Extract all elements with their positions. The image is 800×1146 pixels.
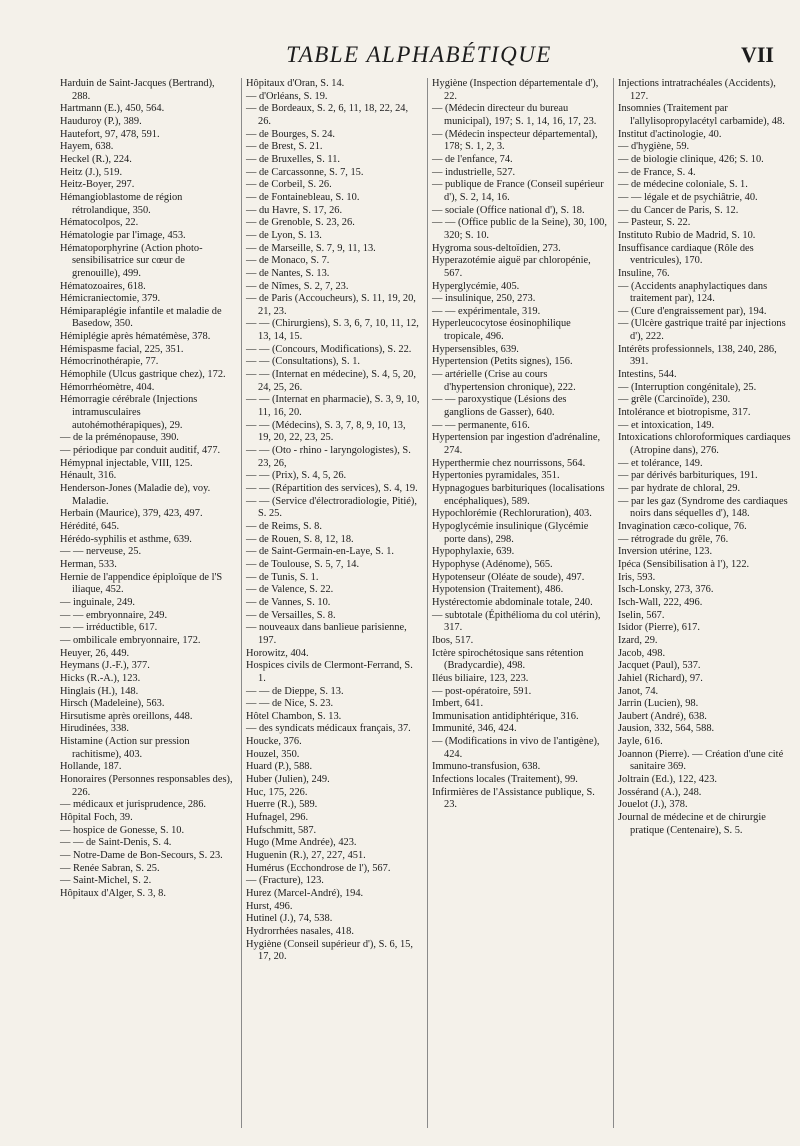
index-entry: — hospice de Gonesse, S. 10. [60, 824, 185, 836]
index-entry: — — (Chirurgiens), S. 3, 6, 7, 10, 11, 12, 13, 14, 15. [246, 318, 422, 343]
index-entry: Infections locales (Traitement), 99. [432, 774, 578, 786]
index-entry: — insulinique, 250, 273. [432, 293, 536, 305]
index-entry: Immuno-transfusion, 638. [432, 761, 541, 773]
index-entry: Harduin de Saint-Jacques (Bertrand), 288. [60, 78, 218, 102]
index-entry: Hémorrhéomètre, 404. [60, 381, 155, 393]
index-entry: Huguenin (R.), 27, 227, 451. [246, 850, 366, 862]
index-entry: — médicaux et jurisprudence, 286. [60, 799, 207, 811]
index-entry: Hygroma sous-deltoïdien, 273. [432, 242, 561, 254]
index-column-3 [427, 78, 610, 1128]
index-entry: Inversion utérine, 123. [618, 546, 713, 558]
index-entry: — de Marseille, S. 7, 9, 11, 13. [246, 242, 376, 254]
index-entry: — inguinale, 249. [60, 596, 136, 608]
index-entry: — publique de France (Conseil supérieur d'), S. 2, 14, 16. [432, 179, 607, 203]
index-entry: Herman, 533. [60, 558, 117, 570]
index-entry: — du Cancer de Paris, S. 12. [618, 204, 739, 216]
index-entry: — — (Internat en pharmacie), S. 3, 9, 10, 11, 16, 20. [246, 394, 423, 419]
index-entry: Hydrorrhées nasales, 418. [246, 925, 354, 937]
index-entry: — de Toulouse, S. 5, 7, 14. [246, 558, 360, 570]
index-entry: Heitz-Boyer, 297. [60, 179, 135, 191]
index-entry: — (Interruption congénitale), 25. [618, 381, 757, 393]
index-entry: Hémiplégie après hématémèse, 378. [60, 331, 211, 343]
index-entry: — — légale et de psychiâtrie, 40. [618, 191, 758, 203]
index-entry: Jossérand (A.), 248. [618, 786, 702, 798]
index-entry: — Saint-Michel, S. 2. [60, 875, 152, 887]
index-entry: Hystérectomie abdominale totale, 240. [432, 596, 593, 608]
index-entry: Hayem, 638. [60, 141, 114, 153]
index-entry: Iléus biliaire, 123, 223. [432, 672, 529, 684]
index-entry: Institut d'actinologie, 40. [618, 128, 722, 140]
index-entry: Hôtel Chambon, S. 13. [246, 710, 342, 722]
index-entry: Hurez (Marcel-André), 194. [246, 888, 364, 899]
index-entry: Injections intratrachéales (Accidents), 127. [618, 78, 779, 102]
index-entry: Huc, 175, 226. [246, 786, 308, 798]
index-entry: — de Brest, S. 21. [246, 141, 323, 153]
index-entry: Hémorragie cérébrale (Injections intramusculaires autohémothérapiques), 29. [60, 394, 200, 431]
index-entry: Hypochlorémie (Rechloruration), 403. [432, 508, 592, 520]
index-entry: Hurst, 496. [246, 900, 293, 912]
index-entry: Ipéca (Sensibilisation à l'), 122. [618, 558, 750, 570]
index-entry: Hauduroy (P.), 389. [60, 115, 142, 127]
index-entry: — d'hygiène, 59. [618, 141, 690, 153]
index-entry: Hypertension (Petits signes), 156. [432, 356, 573, 368]
index-entry: Hématoporphyrine (Action photo-sensibilisatrice sur cœur de grenouille), 499. [60, 242, 203, 279]
index-entry: Hémicraniectomie, 379. [60, 293, 161, 305]
index-entry: Instituto Rubio de Madrid, S. 10. [618, 229, 756, 241]
index-entry: — par les gaz (Syndrome des cardiaques noirs dans séquelles d'), 148. [618, 495, 791, 520]
index-entry: — ombilicale embryonnaire, 172. [60, 634, 201, 646]
index-entry: Hôpital Foch, 39. [60, 812, 133, 824]
index-entry: — de Valence, S. 22. [246, 584, 334, 596]
index-entry: Hôpitaux d'Alger, S. 3, 8. [60, 888, 166, 899]
page-title: TABLE ALPHABÉTIQUE [286, 42, 552, 67]
index-entry: Iselin, 567. [618, 609, 665, 621]
index-entry: Hicks (R.-A.), 123. [60, 672, 141, 684]
index-entry: Hémocrinothérapie, 77. [60, 356, 159, 368]
index-entry: — nouveaux dans banlieue parisienne, 197. [246, 622, 410, 646]
index-entry: — par dérivés barbituriques, 191. [618, 470, 758, 482]
index-entry: — et tolérance, 149. [618, 457, 703, 469]
index-entry: Jacob, 498. [618, 647, 666, 659]
index-entry: — — (Concours, Modifications), S. 22. [246, 343, 412, 355]
index-entry: — de Paris (Accoucheurs), S. 11, 19, 20, 21, 23. [246, 293, 419, 317]
index-entry: — artérielle (Crise au cours d'hypertension chronique), 222. [432, 369, 576, 393]
index-entry: — — de Dieppe, S. 13. [246, 685, 344, 697]
index-entry: — — irréductible, 617. [60, 622, 158, 634]
index-entry: Heitz (J.), 519. [60, 166, 123, 178]
index-entry: Janot, 74. [618, 685, 659, 697]
index-entry: — de Grenoble, S. 23, 26. [246, 217, 355, 229]
index-entry: — (Médecin directeur du bureau municipal), 197; S. 1, 14, 16, 17, 23. [432, 103, 597, 127]
index-entry: Hufschmitt, 587. [246, 824, 317, 836]
index-entry: — Pasteur, S. 22. [618, 217, 691, 229]
index-entry: Insomnies (Traitement par l'allylisopropylacétyl carbamide), 48. [618, 103, 785, 127]
index-entry: — de Lyon, S. 13. [246, 229, 322, 241]
index-entry: — subtotale (Épithélioma du col utérin), 317. [432, 609, 604, 634]
index-entry: — de l'enfance, 74. [432, 153, 513, 165]
index-entry: Hémophile (Ulcus gastrique chez), 172. [60, 369, 226, 381]
index-entry: Izard, 29. [618, 634, 658, 646]
index-entry: Hémiparaplégie infantile et maladie de Basedow, 350. [60, 305, 225, 330]
index-entry: — de Versailles, S. 8. [246, 609, 336, 621]
index-entry: Jacquet (Paul), 537. [618, 660, 701, 672]
index-entry: Immunité, 346, 424. [432, 723, 517, 735]
index-entry: — — (Office public de la Seine), 30, 100, 320; S. 10. [432, 217, 610, 241]
index-entry: Hématocolpos, 22. [60, 217, 139, 229]
index-entry: Hypotension (Traitement), 486. [432, 584, 564, 596]
index-entry: Immunisation antidiphtérique, 316. [432, 710, 579, 722]
index-entry: Hypotenseur (Oléate de soude), 497. [432, 571, 585, 583]
index-entry: Journal de médecine et de chirurgie pratique (Centenaire), S. 5. [618, 812, 769, 836]
index-entry: Jahiel (Richard), 97. [618, 672, 703, 684]
index-entry: Hirsutisme après oreillons, 448. [60, 710, 193, 722]
index-entry: Hémispasme facial, 225, 351. [60, 343, 184, 355]
index-entry: — de Corbeil, S. 26. [246, 179, 332, 191]
index-entry: — — embryonnaire, 249. [60, 609, 168, 621]
index-entry: Hypersensibles, 639. [432, 343, 519, 355]
index-entry: Hufnagel, 296. [246, 812, 309, 824]
index-entry: — (Modifications in vivo de l'antigène), 424. [432, 736, 603, 760]
index-entry: Intestins, 544. [618, 369, 677, 381]
index-entry: — (Fracture), 123. [246, 875, 324, 887]
index-entry: — — de Nice, S. 23. [246, 698, 334, 710]
index-entry: Joannon (Pierre). — Création d'une cité sanitaire 369. [618, 748, 786, 773]
index-entry: — de Rouen, S. 8, 12, 18. [246, 533, 354, 545]
index-entry: — du Havre, S. 17, 26. [246, 204, 343, 216]
index-entry: Isidor (Pierre), 617. [618, 622, 700, 634]
index-entry: Huber (Julien), 249. [246, 774, 330, 786]
index-entry: Hygiène (Conseil supérieur d'), S. 6, 15, 17, 20. [246, 938, 416, 963]
index-entry: — de France, S. 4. [618, 166, 696, 178]
index-entry: — — (Internat en médecine), S. 4, 5, 20, 24, 25, 26. [246, 369, 419, 393]
index-entry: Intoxications chloroformiques cardiaques (Atropine dans), 276. [618, 432, 794, 457]
index-entry: Hérédo-syphilis et asthme, 639. [60, 533, 192, 545]
index-entry: Hénault, 316. [60, 470, 117, 482]
index-entry: — sociale (Office national d'), S. 18. [432, 204, 585, 216]
index-entry: — — nerveuse, 25. [60, 546, 142, 558]
index-entry: Henderson-Jones (Maladie de), voy. Maladie. [60, 483, 213, 507]
index-entry: Jarrin (Lucien), 98. [618, 698, 699, 710]
index-entry: — (Accidents anaphylactiques dans traitement par), 124. [618, 280, 770, 305]
index-entry: Heymans (J.-F.), 377. [60, 660, 150, 672]
index-entry: Hyperthermie chez nourrissons, 564. [432, 457, 586, 469]
index-entry: Imbert, 641. [432, 698, 484, 710]
index-column-2 [241, 78, 421, 1128]
index-entry: — de Reims, S. 8. [246, 520, 322, 532]
index-entry: — — (Prix), S. 4, 5, 26. [246, 470, 347, 482]
index-entry: — post-opératoire, 591. [432, 685, 532, 697]
index-entry: Hypophyse (Adénome), 565. [432, 558, 553, 570]
index-entry: — — (Service d'électroradiologie, Pitié), S. 25. [246, 495, 420, 520]
index-entry: — de Tunis, S. 1. [246, 571, 319, 583]
index-entry: Horowitz, 404. [246, 647, 309, 659]
index-entry: Hospices civils de Clermont-Ferrand, S. 1. [246, 660, 416, 684]
index-entry: Hémangioblastome de région rétrolandique, 350. [60, 191, 185, 216]
index-entry: — Renée Sabran, S. 25. [60, 862, 160, 874]
index-entry: Hyperglycémie, 405. [432, 280, 520, 292]
index-entry: Intolérance et biotropisme, 317. [618, 407, 751, 419]
index-entry: Hyperleucocytose éosinophilique tropicale, 496. [432, 318, 574, 343]
index-entry: Infirmières de l'Assistance publique, S. 23. [432, 786, 598, 811]
index-entry: — de la préménopause, 390. [60, 432, 179, 444]
index-entry: Insuline, 76. [618, 267, 670, 279]
index-entry: — d'Orléans, S. 19. [246, 90, 328, 102]
index-entry: Honoraires (Personnes responsables des), 226. [60, 774, 236, 798]
index-entry: — de Nîmes, S. 2, 7, 23. [246, 280, 349, 292]
index-entry: Hirudinées, 338. [60, 723, 129, 735]
index-entry: — rétrograde du grêle, 76. [618, 533, 729, 545]
index-entry: Hématozoaires, 618. [60, 280, 146, 292]
index-entry: — par hydrate de chloral, 29. [618, 483, 741, 494]
index-entry: Hypnagogues barbituriques (localisations encéphaliques), 589. [432, 483, 608, 507]
index-entry: — de Saint-Germain-en-Laye, S. 1. [246, 546, 395, 558]
index-entry: Heckel (R.), 224. [60, 153, 132, 165]
index-entry: — — (Oto - rhino - laryngologistes), S. 23, 26, [246, 445, 414, 469]
index-entry: — et intoxication, 149. [618, 419, 715, 431]
index-entry: Intérêts professionnels, 138, 240, 286, 391. [618, 343, 780, 368]
index-entry: Humérus (Ecchondrose de l'), 567. [246, 862, 391, 874]
index-entry: — de Bruxelles, S. 11. [246, 153, 340, 165]
index-entry: Hautefort, 97, 478, 591. [60, 128, 160, 140]
index-entry: Hémypnal injectable, VIII, 125. [60, 457, 193, 469]
index-entry: — de médecine coloniale, S. 1. [618, 179, 748, 191]
index-entry: Hypoglycémie insulinique (Glycémie porte dans), 298. [432, 520, 592, 545]
index-entry: — de Vannes, S. 10. [246, 596, 331, 608]
index-entry: — de Bourges, S. 24. [246, 128, 335, 140]
index-entry: Huard (P.), 588. [246, 761, 313, 773]
index-entry: Hyperazotémie aiguë par chloropénie, 567. [432, 255, 594, 279]
index-entry: Ictère spirochétosique sans rétention (Bradycardie), 498. [432, 647, 587, 672]
index-entry: — de Nantes, S. 13. [246, 267, 330, 279]
index-entry: — de Bordeaux, S. 2, 6, 11, 18, 22, 24, 26. [246, 103, 411, 127]
index-entry: Ibos, 517. [432, 634, 474, 646]
index-entry: Hutinel (J.), 74, 538. [246, 913, 333, 925]
index-entry: Herbain (Maurice), 379, 423, 497. [60, 508, 203, 520]
index-entry: Huerre (R.), 589. [246, 799, 318, 811]
index-entry: Hypertension par ingestion d'adrénaline, 274. [432, 432, 603, 457]
index-entry: Invagination cæco-colique, 76. [618, 520, 747, 532]
index-entry: Histamine (Action sur pression rachitisme), 403. [60, 736, 193, 760]
index-entry: Hôpitaux d'Oran, S. 14. [246, 78, 345, 89]
index-column-4 [613, 78, 793, 1128]
index-entry: Joltrain (Ed.), 122, 423. [618, 774, 717, 786]
index-entry: — de Monaco, S. 7. [246, 255, 330, 267]
page-number: VII [740, 42, 774, 67]
index-entry: Hypophylaxie, 639. [432, 546, 515, 558]
index-entry: Jayle, 616. [618, 736, 663, 748]
index-entry: Insuffisance cardiaque (Rôle des ventricules), 170. [618, 242, 757, 267]
index-entry: — (Cure d'engraissement par), 194. [618, 305, 767, 317]
index-entry: — — (Répartition des services), S. 4, 19. [246, 483, 418, 494]
index-entry: — des syndicats médicaux français, 37. [246, 723, 411, 735]
index-entry: — (Ulcère gastrique traité par injections d'), 222. [618, 318, 789, 343]
index-column-1 [60, 78, 235, 1128]
index-entry: — de biologie clinique, 426; S. 10. [618, 153, 764, 165]
index-entry: Iris, 593. [618, 571, 656, 583]
index-columns [60, 78, 794, 1128]
index-entry: — de Fontainebleau, S. 10. [246, 191, 360, 203]
index-entry: — — de Saint-Denis, S. 4. [60, 837, 172, 849]
index-entry: — — paroxystique (Lésions des ganglions de Gasser), 640. [432, 394, 570, 419]
index-entry: — — (Consultations), S. 1. [246, 356, 361, 368]
index-entry: Isch-Lonsky, 273, 376. [618, 584, 714, 596]
index-entry: — — (Médecins), S. 3, 7, 8, 9, 10, 13, 19, 20, 22, 23, 25. [246, 419, 409, 444]
index-entry: Houzel, 350. [246, 748, 300, 760]
index-entry: Hollande, 187. [60, 761, 122, 773]
index-entry: Hirsch (Madeleine), 563. [60, 698, 165, 710]
index-entry: Houcke, 376. [246, 736, 302, 748]
index-entry: Jaubert (André), 638. [618, 710, 707, 722]
index-entry: Hernie de l'appendice épiploïque de l'S iliaque, 452. [60, 571, 225, 596]
index-entry: — Notre-Dame de Bon-Secours, S. 23. [60, 850, 223, 862]
index-entry: — industrielle, 527. [432, 166, 516, 178]
page-header [60, 38, 778, 78]
index-entry: Hygiène (Inspection départementale d'), 22. [432, 78, 601, 102]
index-entry: Hypertonies pyramidales, 351. [432, 470, 560, 482]
index-entry: — de Carcassonne, S. 7, 15. [246, 166, 364, 178]
index-entry: — grêle (Carcinoïde), 230. [618, 394, 731, 406]
index-entry: — (Médecin inspecteur départemental), 178; S. 1, 2, 3. [432, 128, 601, 153]
index-entry: — — permanente, 616. [432, 419, 530, 431]
index-entry: — — expérimentale, 319. [432, 305, 541, 317]
index-entry: Hartmann (E.), 450, 564. [60, 103, 165, 115]
index-entry: Hugo (Mme Andrée), 423. [246, 837, 357, 849]
index-entry: Hématologie par l'image, 453. [60, 229, 186, 241]
index-entry: — périodique par conduit auditif, 477. [60, 445, 221, 457]
index-entry: Isch-Wall, 222, 496. [618, 596, 703, 608]
index-entry: Heuyer, 26, 449. [60, 647, 130, 659]
index-entry: Hérédité, 645. [60, 520, 120, 532]
index-entry: Hinglais (H.), 148. [60, 685, 139, 697]
index-entry: Jouelot (J.), 378. [618, 799, 688, 811]
index-entry: Jausion, 332, 564, 588. [618, 723, 715, 735]
